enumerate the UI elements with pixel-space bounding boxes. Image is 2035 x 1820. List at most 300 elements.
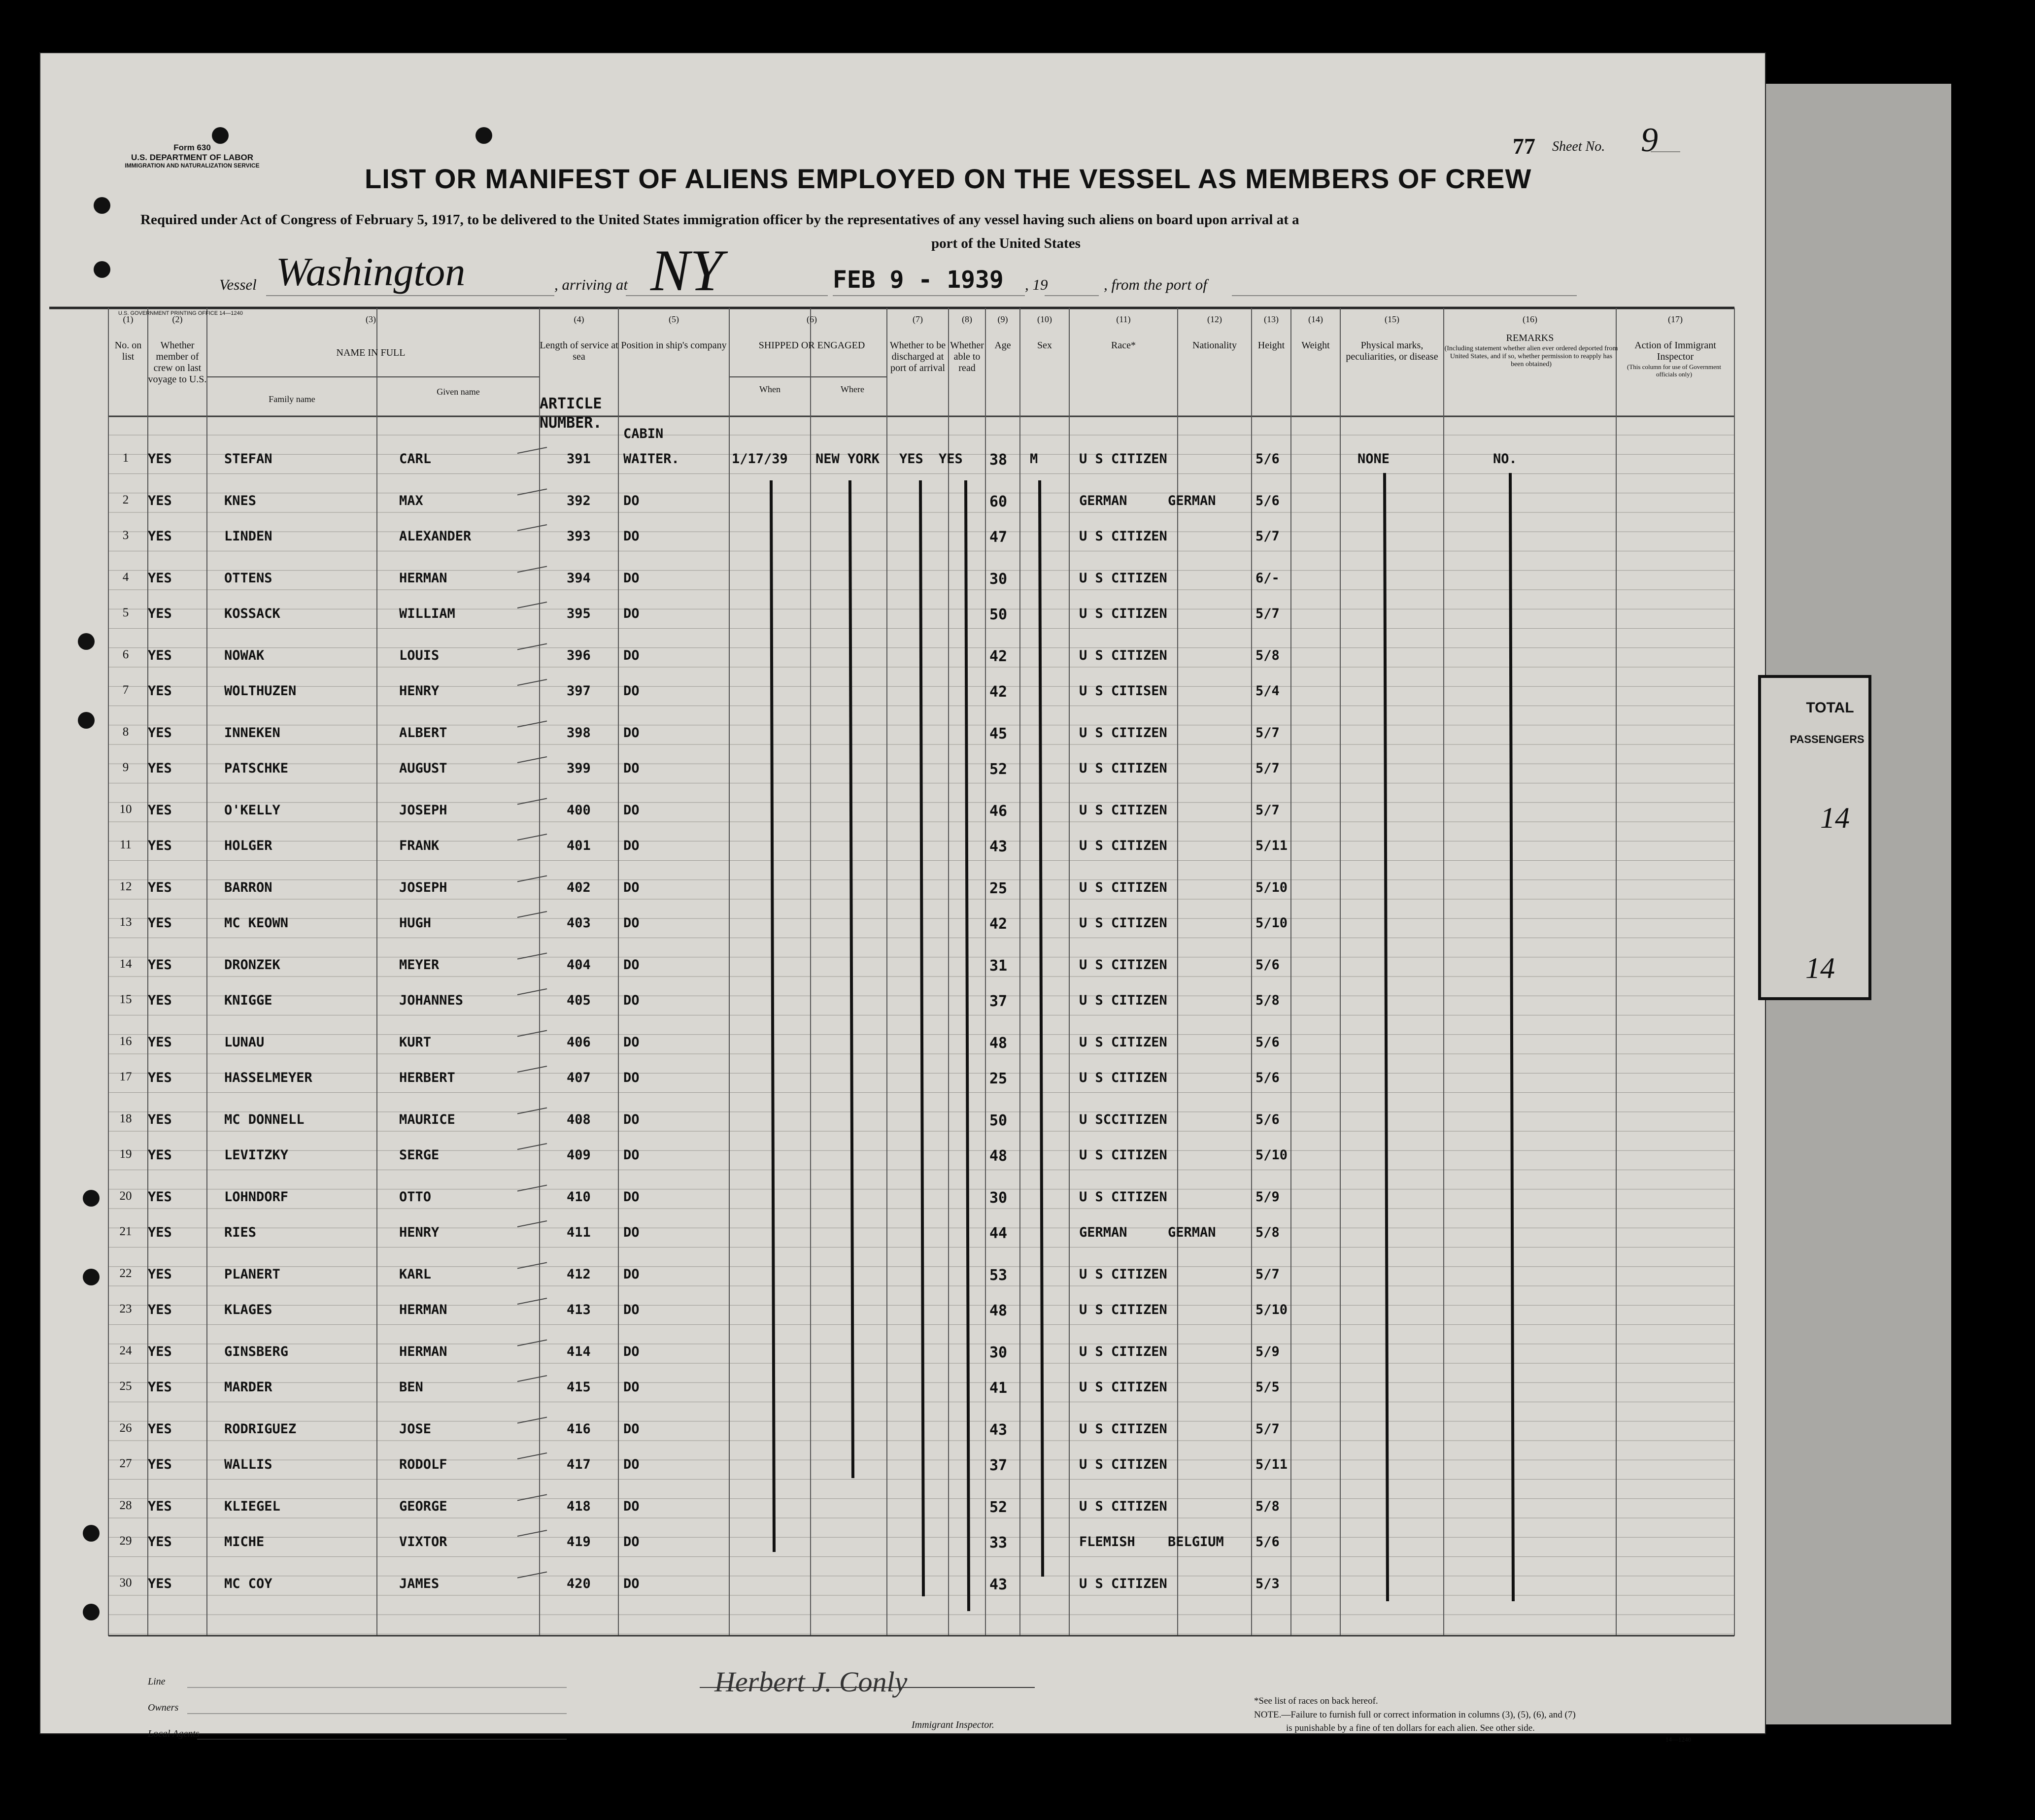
cell-position: DO (623, 879, 640, 895)
cell-no: 3 (122, 529, 129, 542)
column-number: (5) (669, 314, 679, 324)
cell-age: 47 (989, 529, 1008, 546)
cell-race: U S CITIZEN (1079, 647, 1167, 663)
column-heading: Whether member of crew on last voyage to U.S. (148, 340, 207, 385)
cell-age: 43 (989, 838, 1008, 855)
column-number: (3) (366, 314, 376, 324)
grid-line (517, 679, 547, 685)
cell-age: 44 (989, 1225, 1008, 1242)
cell-height: 5/10 (1255, 1302, 1288, 1317)
cell-voyage: YES (148, 761, 172, 776)
cabin-stamp: CABIN (623, 426, 664, 441)
grid-line (966, 480, 969, 1611)
tally-count-2: 14 (1805, 952, 1835, 984)
owners-label: Owners (148, 1702, 179, 1713)
cell-no: 5 (122, 606, 129, 619)
cell-family: KLIEGEL (224, 1498, 280, 1514)
cell-voyage: YES (148, 838, 172, 853)
cell-service: 420 (567, 1576, 591, 1591)
column-heading: Height (1257, 340, 1285, 351)
cell-service: 398 (567, 725, 591, 741)
cell-service: 417 (567, 1457, 591, 1472)
cell-voyage: YES (148, 1070, 172, 1085)
cell-service: 399 (567, 761, 591, 776)
cell-position: DO (623, 915, 640, 931)
cell-height: 5/9 (1255, 1344, 1280, 1359)
cell-family: MC KEOWN (224, 915, 289, 931)
cell-position: WAITER. (623, 451, 679, 467)
cell-service: 413 (567, 1302, 591, 1317)
cell-height: 5/7 (1255, 802, 1280, 818)
cell-voyage: YES (148, 529, 172, 544)
cell-voyage: YES (148, 1034, 172, 1050)
cell-family: OTTENS (224, 570, 272, 586)
given-name-head: Given name (437, 387, 480, 397)
cell-family: RODRIGUEZ (224, 1421, 297, 1437)
cell-height: 5/11 (1255, 838, 1288, 853)
cell-height: 5/6 (1255, 1070, 1280, 1085)
cell-family: STEFAN (224, 451, 272, 467)
cell-no: 25 (119, 1380, 132, 1393)
when-head: When (759, 384, 780, 394)
cell-height: 5/7 (1255, 606, 1280, 621)
note-line1: NOTE.—Failure to furnish full or correct information in columns (3), (5), (6), and (7) (1254, 1710, 1576, 1720)
sheet-label: Sheet No. (1552, 139, 1605, 154)
grid-line (517, 1031, 547, 1037)
cell-given: RODOLF (399, 1457, 447, 1472)
cell-where: NEW YORK (815, 451, 880, 467)
cell-position: DO (623, 838, 640, 853)
cell-voyage: YES (148, 1266, 172, 1282)
cell-no: 15 (119, 993, 132, 1006)
column-number: (10) (1037, 314, 1052, 324)
cell-race: U S CITIZEN (1079, 570, 1167, 586)
cell-no: 27 (119, 1457, 132, 1470)
cell-race: U S CITIZEN (1079, 1034, 1167, 1050)
cell-family: KLAGES (224, 1302, 272, 1317)
cell-race: U S CITIZEN (1079, 1576, 1167, 1591)
column-number: (1) (123, 314, 134, 324)
cell-service: 419 (567, 1534, 591, 1550)
column-number: (14) (1308, 314, 1323, 324)
cell-age: 42 (989, 683, 1008, 701)
cell-no: 13 (119, 915, 132, 929)
cell-service: 402 (567, 879, 591, 895)
cell-family: KNIGGE (224, 993, 272, 1008)
year-label: , 19 (1025, 276, 1048, 293)
cell-no: 22 (119, 1266, 132, 1280)
cell-age: 50 (989, 1112, 1008, 1129)
cell-height: 5/4 (1255, 683, 1280, 699)
vessel-label: Vessel (219, 276, 257, 293)
cell-age: 48 (989, 1147, 1008, 1165)
cell-given: CARL (399, 451, 432, 467)
cell-service: 391 (567, 451, 591, 467)
cell-voyage: YES (148, 570, 172, 586)
cell-family: INNEKEN (224, 725, 280, 741)
cell-race: U S CITIZEN (1079, 802, 1167, 818)
arrival-date-stamp: FEB 9 - 1939 (833, 266, 1004, 294)
cell-given: MAURICE (399, 1112, 455, 1127)
grid-line (517, 1453, 547, 1459)
column-number: (12) (1207, 314, 1222, 324)
cell-position: DO (623, 1498, 640, 1514)
cell-age: 31 (989, 957, 1008, 975)
column-heading: NAME IN FULL (336, 347, 406, 358)
cell-no: 7 (122, 683, 129, 697)
cell-service: 397 (567, 683, 591, 699)
column-number: (8) (962, 314, 972, 324)
cell-family: MC COY (224, 1576, 272, 1591)
cell-family: HOLGER (224, 838, 272, 853)
cell-voyage: YES (148, 993, 172, 1008)
cell-voyage: YES (148, 1112, 172, 1127)
column-heading: Race* (1111, 340, 1136, 351)
cell-no: 24 (119, 1344, 132, 1357)
cell-nationality: BELGIUM (1168, 1534, 1224, 1550)
races-note: *See list of races on back hereof. (1254, 1696, 1378, 1706)
cell-race: U S CITISEN (1079, 683, 1167, 699)
cell-given: GEORGE (399, 1498, 447, 1514)
cell-given: HERMAN (399, 1302, 447, 1317)
cell-service: 411 (567, 1225, 591, 1240)
cell-given: HERMAN (399, 1344, 447, 1359)
cell-voyage: YES (148, 1225, 172, 1240)
cell-no: 12 (119, 879, 132, 893)
cell-age: 45 (989, 725, 1008, 742)
cell-remarks: NO. (1493, 451, 1517, 467)
grid-line (517, 567, 547, 573)
cell-height: 5/5 (1255, 1380, 1280, 1395)
cell-given: VIXTOR (399, 1534, 447, 1550)
cell-family: LUNAU (224, 1034, 265, 1050)
cell-race: U S CITIZEN (1079, 1344, 1167, 1359)
cell-race: U S CITIZEN (1079, 1147, 1167, 1163)
cell-age: 25 (989, 879, 1008, 897)
cell-voyage: YES (148, 1147, 172, 1163)
cell-no: 4 (122, 570, 129, 584)
cell-age: 25 (989, 1070, 1008, 1087)
cell-voyage: YES (148, 1380, 172, 1395)
tally-count-1: 14 (1820, 802, 1850, 834)
cell-given: HERMAN (399, 570, 447, 586)
cell-position: DO (623, 493, 640, 508)
cell-discharged: YES (899, 451, 923, 467)
grid-line (517, 1530, 547, 1536)
cell-race: U S CITIZEN (1079, 1266, 1167, 1282)
column-heading: Position in ship's company (621, 340, 727, 351)
column-heading: No. on list (114, 340, 142, 362)
cell-family: DRONZEK (224, 957, 280, 973)
cell-race: GERMAN (1079, 493, 1127, 508)
cell-age: 60 (989, 493, 1008, 510)
grid-line (517, 1108, 547, 1114)
cell-service: 404 (567, 957, 591, 973)
grid-line (517, 1185, 547, 1191)
column-number: (13) (1264, 314, 1279, 324)
cell-no: 16 (119, 1034, 132, 1048)
grid-line (517, 757, 547, 763)
cell-voyage: YES (148, 647, 172, 663)
cell-position: DO (623, 1576, 640, 1591)
cell-given: JAMES (399, 1576, 440, 1591)
cell-no: 11 (119, 838, 132, 851)
grid-line (517, 1221, 547, 1227)
form-number: Form 630 (173, 143, 211, 152)
cell-height: 5/6 (1255, 1534, 1280, 1550)
cell-family: WOLTHUZEN (224, 683, 297, 699)
cell-family: RIES (224, 1225, 257, 1240)
cell-family: KNES (224, 493, 257, 508)
cell-given: KARL (399, 1266, 432, 1282)
cell-no: 26 (119, 1421, 132, 1435)
cell-given: BEN (399, 1380, 423, 1395)
cell-no: 17 (119, 1070, 132, 1083)
cell-given: WILLIAM (399, 606, 455, 621)
cell-no: 19 (119, 1147, 132, 1161)
cell-age: 48 (989, 1034, 1008, 1052)
cell-height: 5/7 (1255, 1421, 1280, 1437)
cell-age: 43 (989, 1576, 1008, 1593)
cell-position: DO (623, 1034, 640, 1050)
cell-service: 410 (567, 1189, 591, 1205)
cell-height: 5/6 (1255, 493, 1280, 508)
cell-no: 21 (119, 1225, 132, 1238)
cell-height: 5/6 (1255, 1034, 1280, 1050)
column-heading: Physical marks, peculiarities, or disease (1346, 340, 1438, 362)
cell-service: 403 (567, 915, 591, 931)
cell-family: PLANERT (224, 1266, 280, 1282)
column-number: (4) (574, 314, 584, 324)
cell-height: 5/10 (1255, 879, 1288, 895)
grid-line (771, 480, 774, 1552)
grid-line (517, 1495, 547, 1501)
subtitle-line2: port of the United States (931, 236, 1081, 251)
cell-given: ALBERT (399, 725, 447, 741)
cell-service: 409 (567, 1147, 591, 1163)
cell-position: DO (623, 1380, 640, 1395)
grid-line (517, 953, 547, 959)
cell-when: 1/17/39 (732, 451, 788, 467)
cell-voyage: YES (148, 802, 172, 818)
cell-nationality: GERMAN (1168, 493, 1216, 508)
cell-race: U SCCITIZEN (1079, 1112, 1167, 1127)
grid-line (850, 480, 853, 1478)
cell-family: WALLIS (224, 1457, 272, 1472)
cell-given: JOSEPH (399, 802, 447, 818)
inspector-signature: Herbert J. Conly (714, 1666, 908, 1698)
grid-line (517, 989, 547, 995)
cell-no: 29 (119, 1534, 132, 1548)
cell-race: U S CITIZEN (1079, 761, 1167, 776)
cell-family: O'KELLY (224, 802, 280, 818)
from-port-label: , from the port of (1104, 276, 1207, 293)
note-line2: is punishable by a fine of ten dollars for each alien. See other side. (1286, 1723, 1535, 1733)
subtitle-line1: Required under Act of Congress of February 5, 1917, to be delivered to the United States immigration officer by the representatives of any vessel having such aliens on board upon arrival at a (140, 212, 1299, 228)
inspector-label: Immigrant Inspector. (912, 1719, 994, 1730)
cell-voyage: YES (148, 1457, 172, 1472)
grid-line (517, 644, 547, 650)
cell-service: 408 (567, 1112, 591, 1127)
sheet-mark: 77 (1513, 134, 1535, 159)
column-heading: Whether to be discharged at port of arrival (889, 340, 946, 373)
column-heading: Age (994, 340, 1011, 351)
department-name: U.S. DEPARTMENT OF LABOR (131, 153, 254, 162)
column-number: (11) (1116, 314, 1131, 324)
cell-height: 5/10 (1255, 1147, 1288, 1163)
grid-line (517, 1263, 547, 1269)
column-heading: Action of Immigrant Inspector (1634, 340, 1716, 362)
cell-position: DO (623, 1266, 640, 1282)
cell-age: 52 (989, 761, 1008, 778)
cell-family: KOSSACK (224, 606, 280, 621)
grid-line (517, 1144, 547, 1149)
cell-position: DO (623, 1112, 640, 1127)
cell-position: DO (623, 570, 640, 586)
cell-voyage: YES (148, 915, 172, 931)
cell-no: 18 (119, 1112, 132, 1125)
cell-voyage: YES (148, 683, 172, 699)
printing-office: U.S. GOVERNMENT PRINTING OFFICE 14—1240 (118, 310, 243, 316)
passenger-tally-stub (1758, 675, 1871, 1000)
cell-no: 9 (122, 761, 129, 774)
grid-line (1040, 480, 1043, 1577)
cell-service: 406 (567, 1034, 591, 1050)
cell-service: 395 (567, 606, 591, 621)
cell-age: 37 (989, 1457, 1008, 1474)
cell-voyage: YES (148, 1498, 172, 1514)
cell-position: DO (623, 993, 640, 1008)
cell-age: 53 (989, 1266, 1008, 1284)
cell-age: 38 (989, 451, 1008, 469)
cell-age: 42 (989, 915, 1008, 933)
cell-family: BARRON (224, 879, 272, 895)
local-agents-label: Local Agents (148, 1728, 200, 1739)
cell-given: LOUIS (399, 647, 440, 663)
cell-race: U S CITIZEN (1079, 1302, 1167, 1317)
cell-race: U S CITIZEN (1079, 529, 1167, 544)
cell-no: 23 (119, 1302, 132, 1315)
column-heading: Nationality (1192, 340, 1237, 351)
cell-given: MEYER (399, 957, 440, 973)
cell-service: 394 (567, 570, 591, 586)
cell-nationality: GERMAN (1168, 1225, 1216, 1240)
column-number: (9) (997, 314, 1008, 324)
cell-age: 30 (989, 570, 1008, 588)
total-label: TOTAL (1806, 700, 1854, 716)
cell-age: 42 (989, 647, 1008, 665)
cell-family: MC DONNELL (224, 1112, 305, 1127)
column-number: (2) (172, 314, 183, 324)
cell-no: 28 (119, 1498, 132, 1512)
cell-given: OTTO (399, 1189, 432, 1205)
cell-age: 37 (989, 993, 1008, 1010)
cell-family: NOWAK (224, 647, 265, 663)
cell-race: U S CITIZEN (1079, 1189, 1167, 1205)
column-heading: Whether able to read (950, 340, 984, 373)
grid-line (517, 525, 547, 531)
form-code: 14—1240 (1665, 1736, 1691, 1743)
column-heading: Sex (1037, 340, 1052, 351)
cell-service: 401 (567, 838, 591, 853)
cell-service: 414 (567, 1344, 591, 1359)
cell-family: LEVITZKY (224, 1147, 289, 1163)
cell-no: 20 (119, 1189, 132, 1203)
column-heading: SHIPPED OR ENGAGED (758, 340, 865, 351)
grid-line (517, 447, 547, 453)
grid-line (517, 1340, 547, 1346)
article-number-stamp: ARTICLE NUMBER. (540, 395, 602, 432)
cell-voyage: YES (148, 493, 172, 508)
cell-age: 43 (989, 1421, 1008, 1439)
cell-position: DO (623, 1147, 640, 1163)
cell-voyage: YES (148, 1302, 172, 1317)
cell-height: 5/7 (1255, 761, 1280, 776)
column-number: (17) (1668, 314, 1683, 324)
cell-race: FLEMISH (1079, 1534, 1135, 1550)
cell-race: U S CITIZEN (1079, 606, 1167, 621)
column-heading: Length of service at sea (540, 340, 618, 362)
cell-given: JOHANNES (399, 993, 464, 1008)
column-number: (16) (1523, 314, 1537, 324)
grid-line (517, 834, 547, 840)
cell-family: MICHE (224, 1534, 265, 1550)
cell-service: 393 (567, 529, 591, 544)
cell-height: 5/3 (1255, 1576, 1280, 1591)
where-head: Where (841, 384, 864, 394)
arriving-label: , arriving at (554, 276, 628, 293)
cell-age: 30 (989, 1344, 1008, 1361)
cell-sex: M (1030, 451, 1038, 467)
grid-line (1510, 473, 1513, 1601)
cell-height: 5/7 (1255, 725, 1280, 741)
cell-no: 1 (122, 451, 129, 465)
cell-position: DO (623, 1457, 640, 1472)
cell-marks: NONE (1357, 451, 1390, 467)
column-number: (6) (807, 314, 817, 324)
grid-line (517, 1298, 547, 1304)
grid-line (517, 1066, 547, 1072)
cell-position: DO (623, 1534, 640, 1550)
cell-given: HENRY (399, 683, 440, 699)
cell-position: DO (623, 606, 640, 621)
cell-age: 46 (989, 802, 1008, 820)
cell-position: DO (623, 761, 640, 776)
cell-position: DO (623, 1070, 640, 1085)
cell-family: GINSBERG (224, 1344, 289, 1359)
cell-height: 5/8 (1255, 647, 1280, 663)
cell-position: DO (623, 957, 640, 973)
cell-family: LOHNDORF (224, 1189, 289, 1205)
cell-height: 5/8 (1255, 1498, 1280, 1514)
cell-height: 5/6 (1255, 1112, 1280, 1127)
cell-no: 14 (119, 957, 132, 971)
cell-race: U S CITIZEN (1079, 1498, 1167, 1514)
cell-position: DO (623, 1421, 640, 1437)
cell-service: 400 (567, 802, 591, 818)
cell-race: U S CITIZEN (1079, 1421, 1167, 1437)
cell-position: DO (623, 1344, 640, 1359)
cell-given: AUGUST (399, 761, 447, 776)
cell-no: 30 (119, 1576, 132, 1589)
cell-given: HERBERT (399, 1070, 455, 1085)
grid-line (517, 1572, 547, 1578)
cell-read: YES (939, 451, 963, 467)
cell-given: ALEXANDER (399, 529, 472, 544)
cell-given: KURT (399, 1034, 432, 1050)
cell-age: 50 (989, 606, 1008, 623)
cell-race: GERMAN (1079, 1225, 1127, 1240)
